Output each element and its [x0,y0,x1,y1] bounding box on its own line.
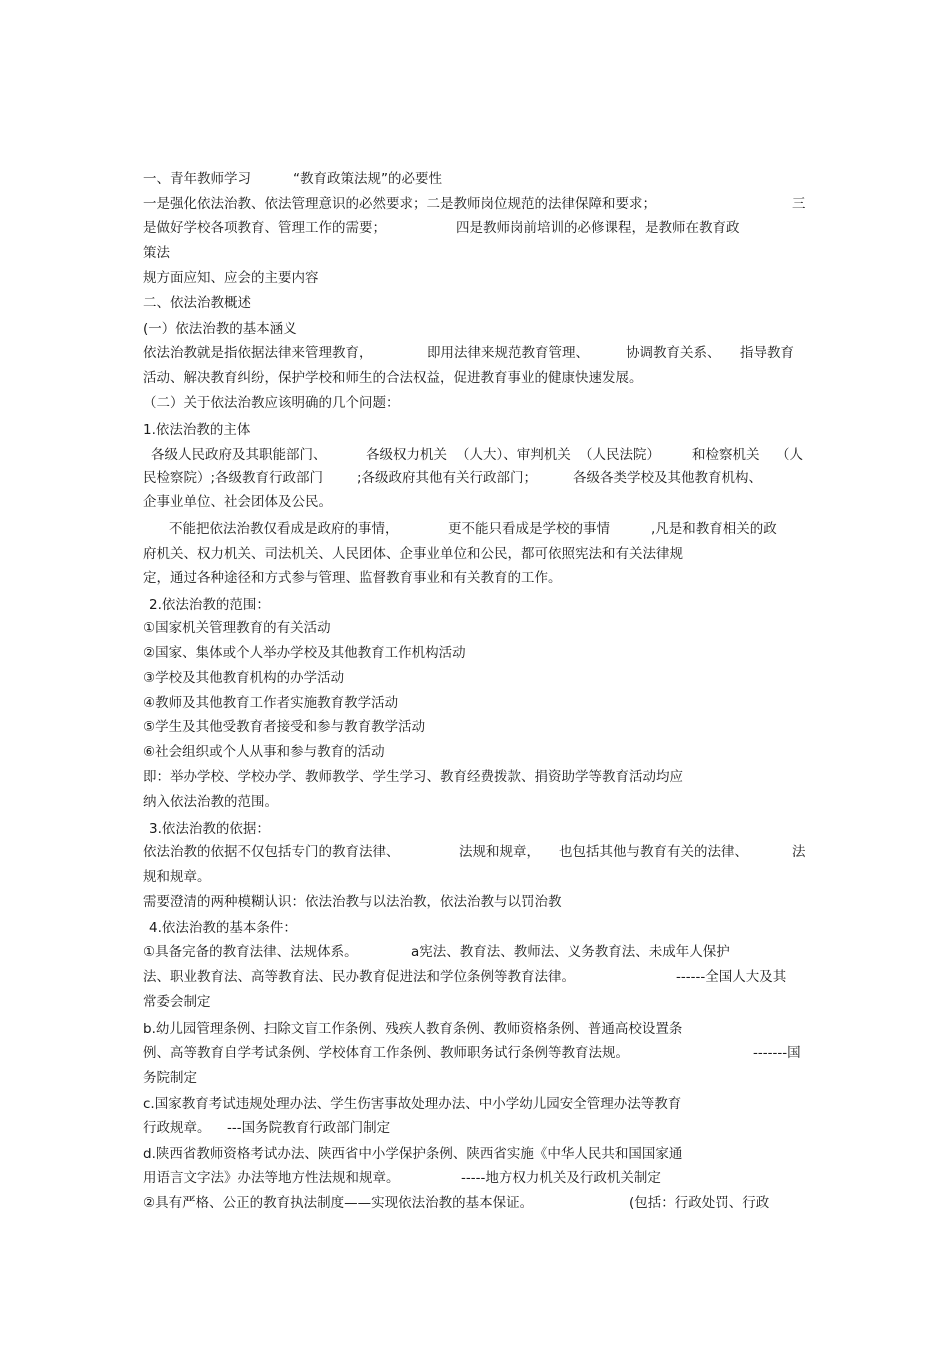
text-run: 和检察机关 [692,447,760,463]
text-run: (包括：行政处罚、行政 [629,1195,770,1211]
text-run: 法、职业教育法、高等教育法、民办教育促进法和学位条例等教育法律。 [143,969,575,985]
text-run: ------全国人大及其 [676,969,787,985]
text-run: ,凡是和教育相关的政 [651,521,777,537]
text-run: 各级人民政府及其职能部门、 [151,447,327,463]
text-run: ⑥社会组织或个人从事和参与教育的活动 [143,744,385,760]
text-run: 也包括其他与教育有关的法律、 [559,844,748,860]
text-run: ④教师及其他教育工作者实施教育教学活动 [143,695,399,711]
text-run: 定，通过各种途径和方式参与管理、监督教育事业和有关教育的工作。 [143,570,562,586]
text-run: ①具备完备的教育法律、法规体系。 [143,944,358,960]
text-run: c.国家教育考试违规处理办法、学生伤害事故处理办法、中小学幼儿园安全管理办法等教育 [143,1096,682,1112]
text-run: 是做好学校各项教育、管理工作的需要； [143,220,386,236]
text-run: 四是教师岗前培训的必修课程，是教师在教育政 [456,220,740,236]
text-run: 一、青年教师学习 [143,171,251,187]
text-run: 协调教育关系、 [626,345,721,361]
text-run: 依法治教的依据不仅包括专门的教育法律、 [143,844,400,860]
text-run: 行政规章。 [143,1120,211,1136]
text-run: 3.依法治教的依据： [149,821,270,837]
text-run: 各级权力机关 [366,447,447,463]
text-run: 民检察院）;各级教育行政部门 [143,470,324,486]
text-run: 法 [792,844,806,860]
text-run: 即用法律来规范教育管理、 [427,345,589,361]
text-run: 用语言文字法》办法等地方性法规和规章。 [143,1170,400,1186]
text-run: 府机关、权力机关、司法机关、人民团体、企事业单位和公民，都可依照宪法和有关法律规 [143,546,683,562]
text-run: -------国 [753,1045,801,1061]
text-run: 常委会制定 [143,994,211,1010]
text-run: 2.依法治教的范围： [149,597,270,613]
text-run: 三 [792,196,806,212]
text-run: 活动、解决教育纠纷，保护学校和师生的合法权益，促进教育事业的健康快速发展。 [143,370,643,386]
text-run: 指导教育 [740,345,794,361]
text-run: 各级各类学校及其他教育机构、 [573,470,762,486]
text-run: (一）依法治教的基本涵义 [143,321,297,337]
text-run: 二、依法治教概述 [143,295,251,311]
text-run: -----地方权力机关及行政机关制定 [461,1170,661,1186]
text-run: ;各级政府其他有关行政部门； [357,470,538,486]
text-run: 即：举办学校、学校办学、教师教学、学生学习、教育经费拨款、捐资助学等教育活动均应 [143,769,683,785]
text-run: 依法治教就是指依据法律来管理教育， [143,345,373,361]
text-run: ②国家、集体或个人举办学校及其他教育工作机构活动 [143,645,466,661]
text-run: （人大）、审判机关 [456,447,571,463]
text-run: 一是强化依法治教、依法管理意识的必然要求；二是教师岗位规范的法律保障和要求； [143,196,656,212]
paragraph-line [143,1194,808,1266]
text-run: 需要澄清的两种模糊认识：依法治教与以法治教，依法治教与以罚治教 [143,894,562,910]
text-run: d.陕西省教师资格考试办法、陕西省中小学保护条例、陕西省实施《中华人民共和国国家通 [143,1146,683,1162]
text-run: 规和规章。 [143,869,211,885]
text-run: “教育政策法规”的必要性 [293,171,442,187]
text-run: 1.依法治教的主体 [143,422,251,438]
text-run: 例、高等教育自学考试条例、学校体育工作条例、教师职务试行条例等教育法规。 [143,1045,629,1061]
text-run: ⑤学生及其他受教育者接受和参与教育教学活动 [143,719,426,735]
text-run: ③学校及其他教育机构的办学活动 [143,670,345,686]
text-run: 纳入依法治教的范围。 [143,794,278,810]
text-run: （二）关于依法治教应该明确的几个问题： [143,395,400,411]
text-run: 4.依法治教的基本条件： [149,920,297,936]
text-run: ②具有严格、公正的教育执法制度——实现依法治教的基本保证。 [143,1195,534,1211]
text-run: 法规和规章， [459,844,540,860]
text-run: b.幼儿园管理条例、扫除文盲工作条例、残疾人教育条例、教师资格条例、普通高校设置条 [143,1021,683,1037]
text-run: （人 [776,447,803,463]
text-run: 策法 [143,245,170,261]
text-run: 更不能只看成是学校的事情 [448,521,610,537]
text-run: （人民法院） [579,447,660,463]
text-run: 不能把依法治教仅看成是政府的事情， [169,521,399,537]
text-run: ①国家机关管理教育的有关活动 [143,620,331,636]
text-run: 企事业单位、社会团体及公民。 [143,494,332,510]
text-run: 务院制定 [143,1070,197,1086]
text-run: 规方面应知、应会的主要内容 [143,270,319,286]
text-run: a宪法、教育法、教师法、义务教育法、未成年人保护 [411,944,730,960]
text-run: ---国务院教育行政部门制定 [227,1120,391,1136]
